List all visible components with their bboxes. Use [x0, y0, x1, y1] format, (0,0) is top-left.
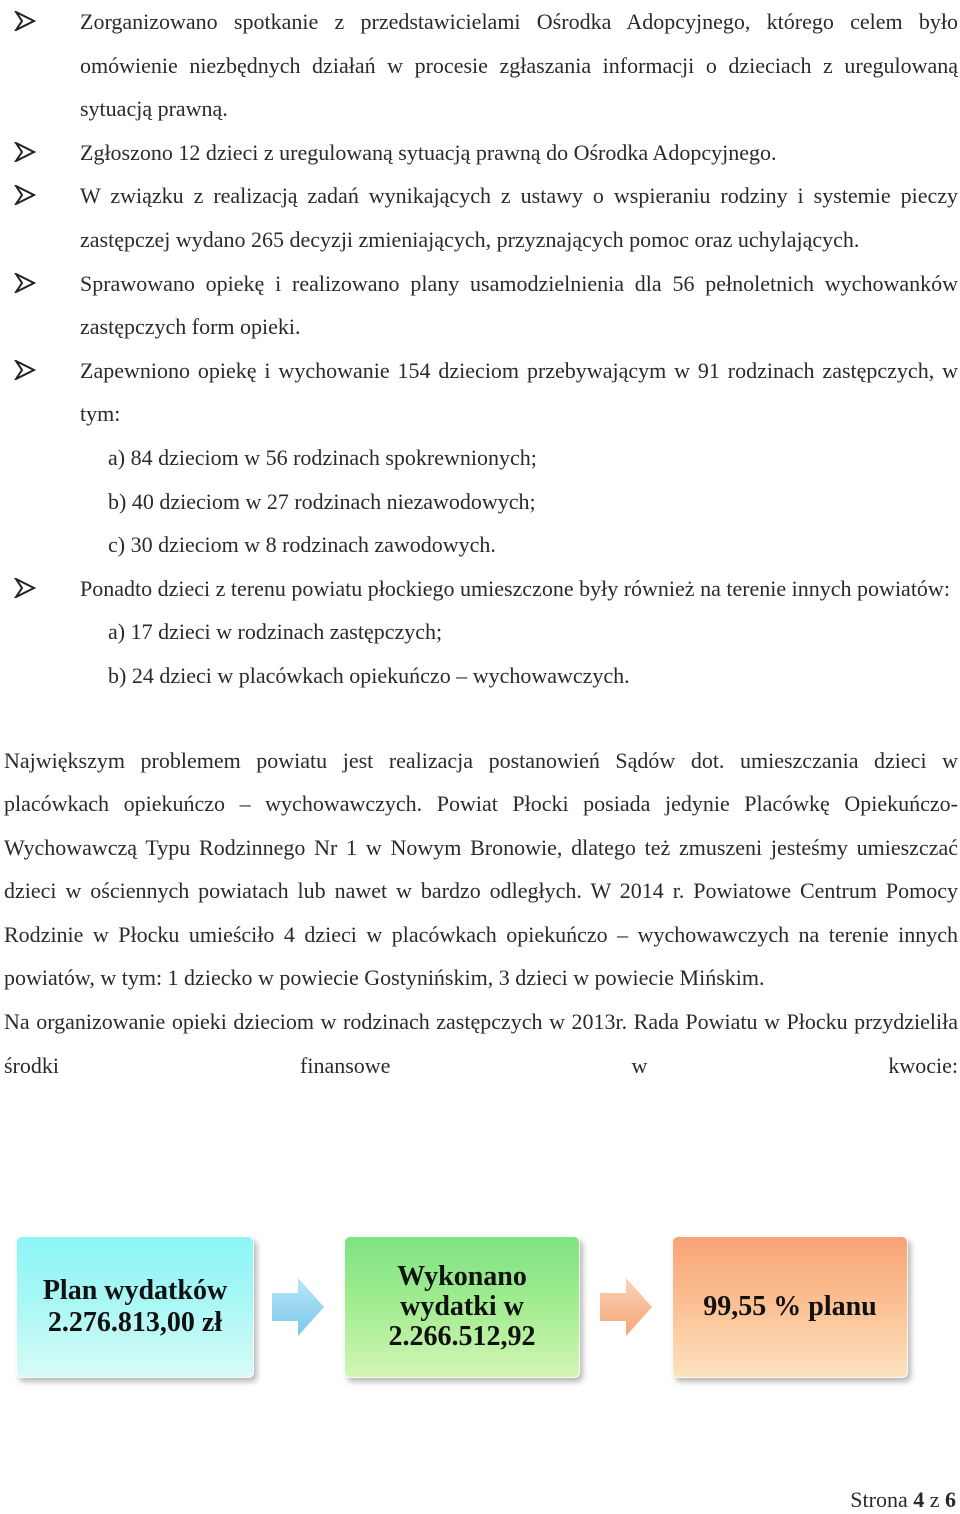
sub-list-item: a) 84 dzieciom w 56 rodzinach spokrewnionych;	[108, 444, 537, 470]
expenditure-flow	[0, 1236, 960, 1386]
sub-list-item: c) 30 dzieciom w 8 rodzinach zawodowych.	[108, 532, 496, 558]
bullet-item	[0, 262, 960, 349]
paragraph-problem: Największym problemem powiatu jest realizacja postanowień Sądów dot. umieszczania dzieci w placówkach opiekuńczo – wychowawczych. Powiat Płocki posiada jedynie Placówkę Opiekuńczo- Wychowawczą Typu Rodzinnego Nr 1 w Nowym Bronowie, dlatego też zmuszeni jesteśmy umieszczać dzieci w ościennych powiatach lub nawet w bardzo odległych. W 2014 r. Powiatowe Centrum Pomocy Rodzinie w Płocku umieściło 4 dzieci w placówkach opiekuńczo – wychowawczych na terenie innych powiatów, w tym: 1 dziecko w powiecie Gostynińskim, 3 dzieci w powiecie Mińskim.	[4, 747, 958, 991]
bullet-text: Zorganizowano spotkanie z przedstawicielami Ośrodka Adopcyjnego, którego celem było omówienie niezbędnych działań w procesie zgłaszania informacji o dzieciach z uregulowaną sytuacją prawną.	[80, 9, 958, 122]
sub-list-item: a) 17 dzieci w rodzinach zastępczych;	[108, 619, 443, 645]
page-number	[850, 1487, 956, 1513]
bullet-item	[0, 567, 960, 698]
percent-box	[672, 1236, 908, 1378]
bullet-item	[0, 131, 960, 175]
page-separator: z	[929, 1487, 940, 1512]
executed-label: Wykonano	[397, 1261, 527, 1292]
bullet-text: Zapewniono opiekę i wychowanie 154 dzieciom przebywającym w 91 rodzinach zastępczych, w tym:	[80, 357, 958, 427]
plan-label: Plan wydatków	[42, 1275, 228, 1306]
sub-list-item: b) 40 dzieciom w 27 rodzinach niezawodowych;	[108, 488, 536, 514]
executed-box	[344, 1236, 580, 1378]
body-paragraphs	[0, 739, 960, 1088]
arrowhead-bullet-icon	[14, 185, 38, 207]
page-prefix: Strona	[850, 1487, 908, 1512]
bullet-text: Ponadto dzieci z terenu powiatu płockiego umieszczone były również na terenie innych powiatów:	[80, 575, 950, 601]
bullet-text: Sprawowano opiekę i realizowano plany usamodzielnienia dla 56 pełnoletnich wychowanków zastępczych form opieki.	[80, 270, 958, 340]
executed-amount: 2.266.512,92	[388, 1321, 536, 1352]
arrowhead-bullet-icon	[14, 11, 38, 33]
bullet-list	[0, 0, 960, 698]
bullet-text: Zgłoszono 12 dzieci z uregulowaną sytuacją prawną do Ośrodka Adopcyjnego.	[80, 139, 777, 165]
executed-label-2: wydatki w	[400, 1291, 524, 1322]
sub-list-item: b) 24 dzieci w placówkach opiekuńczo – wychowawczych.	[108, 662, 630, 688]
bullet-text: W związku z realizacją zadań wynikających z ustawy o wspieraniu rodziny i systemie pieczy zastępczej wydano 265 decyzji zmieniających, przyznających pomoc oraz uchylających.	[80, 183, 958, 252]
arrow-right-icon	[272, 1278, 324, 1336]
page-total: 6	[945, 1487, 956, 1512]
bullet-item	[0, 174, 960, 261]
page-current: 4	[913, 1487, 925, 1512]
arrowhead-bullet-icon	[14, 273, 38, 295]
plan-box	[16, 1236, 254, 1378]
arrowhead-bullet-icon	[14, 360, 38, 382]
plan-amount: 2.276.813,00 zł	[47, 1307, 223, 1338]
arrow-right-icon	[600, 1278, 652, 1336]
sub-list	[80, 436, 958, 567]
sub-list	[80, 610, 958, 697]
paragraph-funding: Na organizowanie opieki dzieciom w rodzinach zastępczych w 2013r. Rada Powiatu w Płocku przydzieliła środki finansowe w kwocie:	[4, 1009, 958, 1078]
arrowhead-bullet-icon	[14, 578, 38, 600]
bullet-item	[0, 349, 960, 567]
arrowhead-bullet-icon	[14, 142, 38, 164]
percent-label: 99,55 % planu	[703, 1291, 877, 1322]
bullet-item	[0, 0, 960, 131]
